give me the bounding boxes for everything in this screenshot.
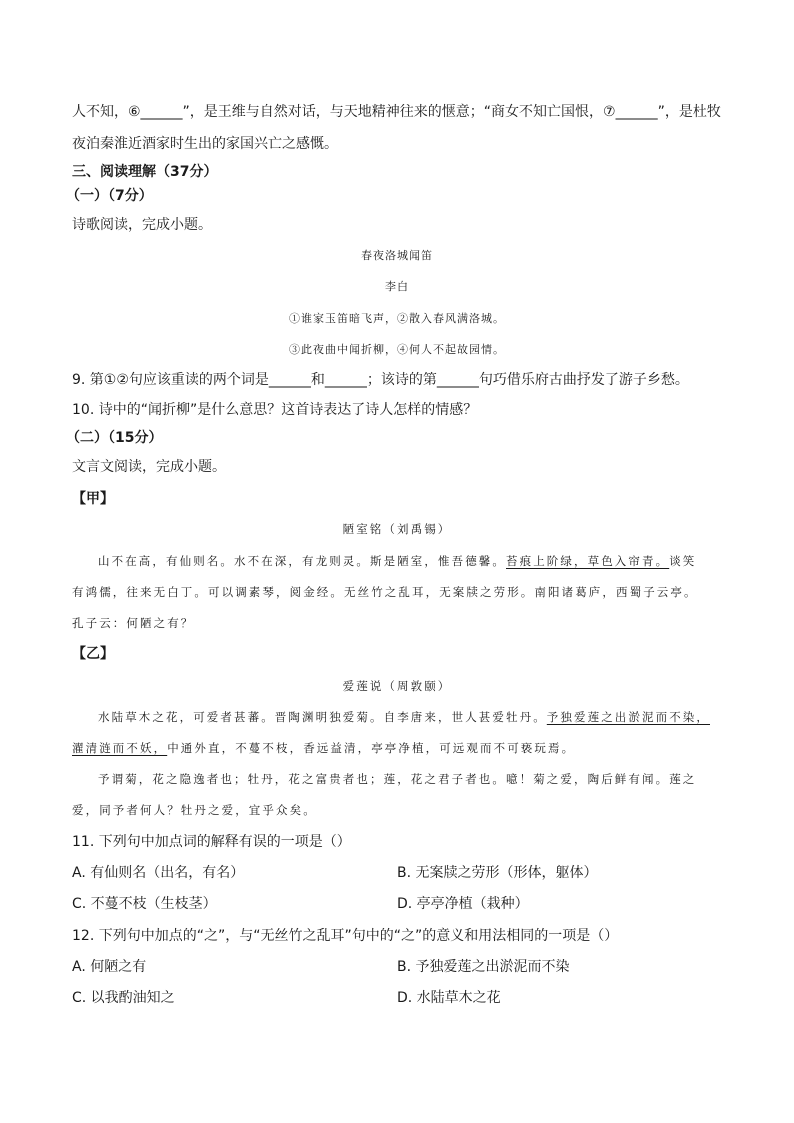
passage-yi-line-1 [98, 707, 710, 727]
passage-text: 中通外直，不蔓不枝，香远益清，亭亭净植，可远观而不可亵玩焉。 [167, 741, 576, 755]
fill-in-line-1: 人不知，⑥______”，是王维与自然对话，与天地精神往来的惬意；“商女不知亡国恨，⑦______”，是杜牧 [72, 104, 721, 120]
question-12-option-d: D. 水陆草木之花 [397, 990, 501, 1006]
part-1-title: （一）（7分） [66, 188, 153, 204]
question-11-stem: 11. 下列句中加点词的解释有误的一项是（） [72, 834, 351, 850]
passage-jia-line-2: 有鸿儒，往来无白丁。可以调素琴，阅金经。无丝竹之乱耳，无案牍之劳形。南阳诸葛庐，西蜀子云亭。 [72, 585, 698, 599]
poem-line-1: ①谁家玉笛暗飞声，②散入春风满洛城。 [289, 312, 505, 325]
passage-jia-line-3: 孔子云：何陋之有？ [72, 616, 195, 630]
question-12-option-c: C. 以我酌油知之 [72, 990, 175, 1006]
question-12-option-a: A. 何陋之有 [72, 959, 147, 975]
passage-text: 山不在高，有仙则名。水不在深，有龙则灵。斯是陋室，惟吾德馨。 [98, 554, 506, 568]
passage-jia-label: 【甲】 [72, 491, 114, 507]
question-11-option-c: C. 不蔓不枝（生枝茎） [72, 896, 217, 912]
question-11-option-d: D. 亭亭净植（栽种） [397, 896, 529, 912]
passage-text: 水陆草木之花，可爱者甚蕃。晋陶渊明独爱菊。自李唐来，世人甚爱牡丹。 [98, 710, 547, 724]
question-10: 10. 诗中的“闻折柳”是什么意思？这首诗表达了诗人怎样的情感？ [72, 402, 478, 418]
passage-yi-line-2 [72, 738, 575, 758]
passage-yi-title: 爱莲说（周敦颐） [342, 679, 452, 693]
underlined-sentence: 予独爱莲之出淤泥而不染， [546, 710, 710, 724]
question-11-option-b: B. 无案牍之劳形（形体，躯体） [397, 865, 598, 881]
passage-yi-line-4: 爱，同予者何人？牡丹之爱，宜乎众矣。 [72, 803, 317, 817]
part-2-instruction: 文言文阅读，完成小题。 [72, 459, 226, 475]
poem-title: 春夜洛城闻笛 [361, 249, 433, 262]
fill-in-line-2: 夜泊秦淮近酒家时生出的家国兴亡之感慨。 [72, 136, 338, 152]
passage-jia-line-1 [98, 551, 696, 571]
passage-text: 谈笑 [669, 554, 697, 568]
poem-line-2: ③此夜曲中闻折柳，④何人不起故园情。 [289, 343, 505, 356]
passage-jia-title: 陋室铭（刘禹锡） [342, 522, 452, 536]
underlined-sentence: 苔痕上阶绿，草色入帘青。 [506, 554, 670, 568]
passage-yi-label: 【乙】 [72, 646, 114, 662]
section-3-title: 三、阅读理解（37分） [72, 164, 218, 180]
question-12-option-b: B. 予独爱莲之出淤泥而不染 [397, 959, 570, 975]
question-9: 9. 第①②句应该重读的两个词是______和______；该诗的第______句巧借乐府古曲抒发了游子乡愁。 [72, 372, 689, 388]
part-1-instruction: 诗歌阅读，完成小题。 [72, 217, 212, 233]
question-12-stem: 12. 下列句中加点的“之”，与“无丝竹之乱耳”句中的“之”的意义和用法相同的一项是（） [72, 928, 619, 944]
passage-yi-line-3: 予谓菊，花之隐逸者也；牡丹，花之富贵者也；莲，花之君子者也。噫！菊之爱，陶后鲜有闻。莲之 [98, 772, 697, 786]
question-11-option-a: A. 有仙则名（出名，有名） [72, 865, 245, 881]
poem-author: 李白 [385, 280, 409, 293]
underlined-sentence: 濯清涟而不妖， [72, 741, 168, 755]
part-2-title: （二）（15分） [66, 430, 163, 446]
